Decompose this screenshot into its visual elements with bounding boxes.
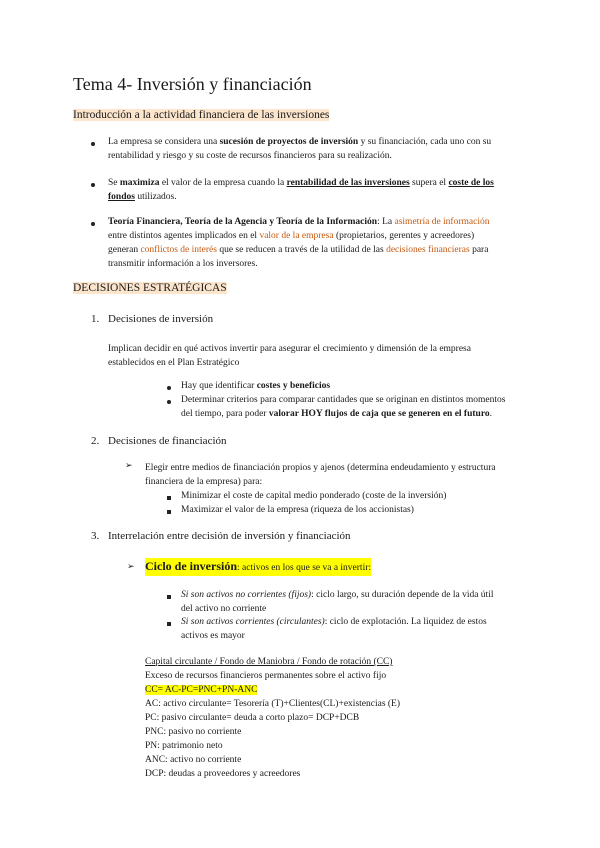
section-1-paragraph: Implican decidir en qué activos invertir para asegurar el crecimiento y dimensión de la empresa establecidos en el Plan Estratégico [108,344,471,368]
decisiones-heading: DECISIONES ESTRATÉGICAS [73,282,227,294]
square-bullet-icon [167,496,171,500]
section-3-number: 3. [91,530,100,542]
arrow-bullet-icon: ➢ [125,461,133,471]
ciclo-inversion-line: Ciclo de inversión: activos en los que se va a invertir: [145,558,371,576]
bullet-dot-icon [167,400,171,404]
section-1-title: Decisiones de inversión [108,313,214,325]
intro-bullet-1: La empresa se considera una sucesión de proyectos de inversión y su financiación, cada uno con su rentabilidad y riesgo y su coste de recursos financieros para su realización. [108,137,492,161]
section-2-sub-1: Minimizar el coste de capital medio ponderado (coste de la inversión) [181,491,447,501]
section-3-sub-1: Si son activos no corrientes (fijos): ciclo largo, su duración depende de la vida útil del activo no corriente [181,590,494,614]
bullet-dot-icon [167,386,171,390]
intro-bullet-2: Se maximiza el valor de la empresa cuando la rentabilidad de las inversiones supera el coste de los fondos utilizados. [108,178,494,202]
section-2-number: 2. [91,435,100,447]
section-1-bullet-2: Determinar criterios para comparar cantidades que se originan en distintos momentos del tiempo, para poder valorar HOY flujos de caja que se generen en el futuro. [181,395,506,419]
section-1-number: 1. [91,313,100,325]
bullet-dot-icon [91,183,95,187]
square-bullet-icon [167,622,171,626]
page-title: Tema 4- Inversión y financiación [73,74,312,94]
arrow-bullet-icon: ➢ [127,562,135,572]
section-2-sub-2: Maximizar el valor de la empresa (riqueza de los accionistas) [181,505,414,515]
section-1-bullet-1: Hay que identificar costes y beneficios [181,381,331,391]
bullet-dot-icon [91,142,95,146]
intro-bullet-3: Teoría Financiera, Teoría de la Agencia y Teoría de la Información: La asimetría de información entre distintos agentes implicados en el valor de la empresa (propietarios, gerentes y acreedores) generan conflictos de interés que se reducen a través de la utilidad de las decisiones financieras para transmitir información a los inversores. [108,217,490,269]
bullet-dot-icon [91,222,95,226]
square-bullet-icon [167,595,171,599]
capital-formula: CC= AC-PC=PNC+PN-ANC [145,685,258,695]
section-3-sub-2: Si son activos corrientes (circulantes): ciclo de explotación. La liquidez de estos activos es mayor [181,617,487,641]
section-3-title: Interrelación entre decisión de inversión y financiación [108,530,351,542]
section-2-arrow-item: Elegir entre medios de financiación propios y ajenos (determina endeudamiento y estructura financiera de la empresa) para: [145,463,496,487]
intro-heading: Introducción a la actividad financiera de las inversiones [73,109,330,121]
capital-heading: Capital circulante / Fondo de Maniobra / Fondo de rotación (CC) [145,657,393,667]
section-2-title: Decisiones de financiación [108,435,227,447]
square-bullet-icon [167,510,171,514]
capital-circulante-block: Capital circulante / Fondo de Maniobra / Fondo de rotación (CC) Exceso de recursos financieros permanentes sobre el activo fijo CC= AC-PC=PNC+PN-ANC AC: activo circulante= Tesorería (T)+Clientes(CL)+existencias (E) PC: pasivo circulante= deuda a corto plazo= DCP+DCB PNC: pasivo no corriente PN: patrimonio neto ANC: activo no corriente DCP: deudas a proveedores y acreedores [145,657,401,779]
